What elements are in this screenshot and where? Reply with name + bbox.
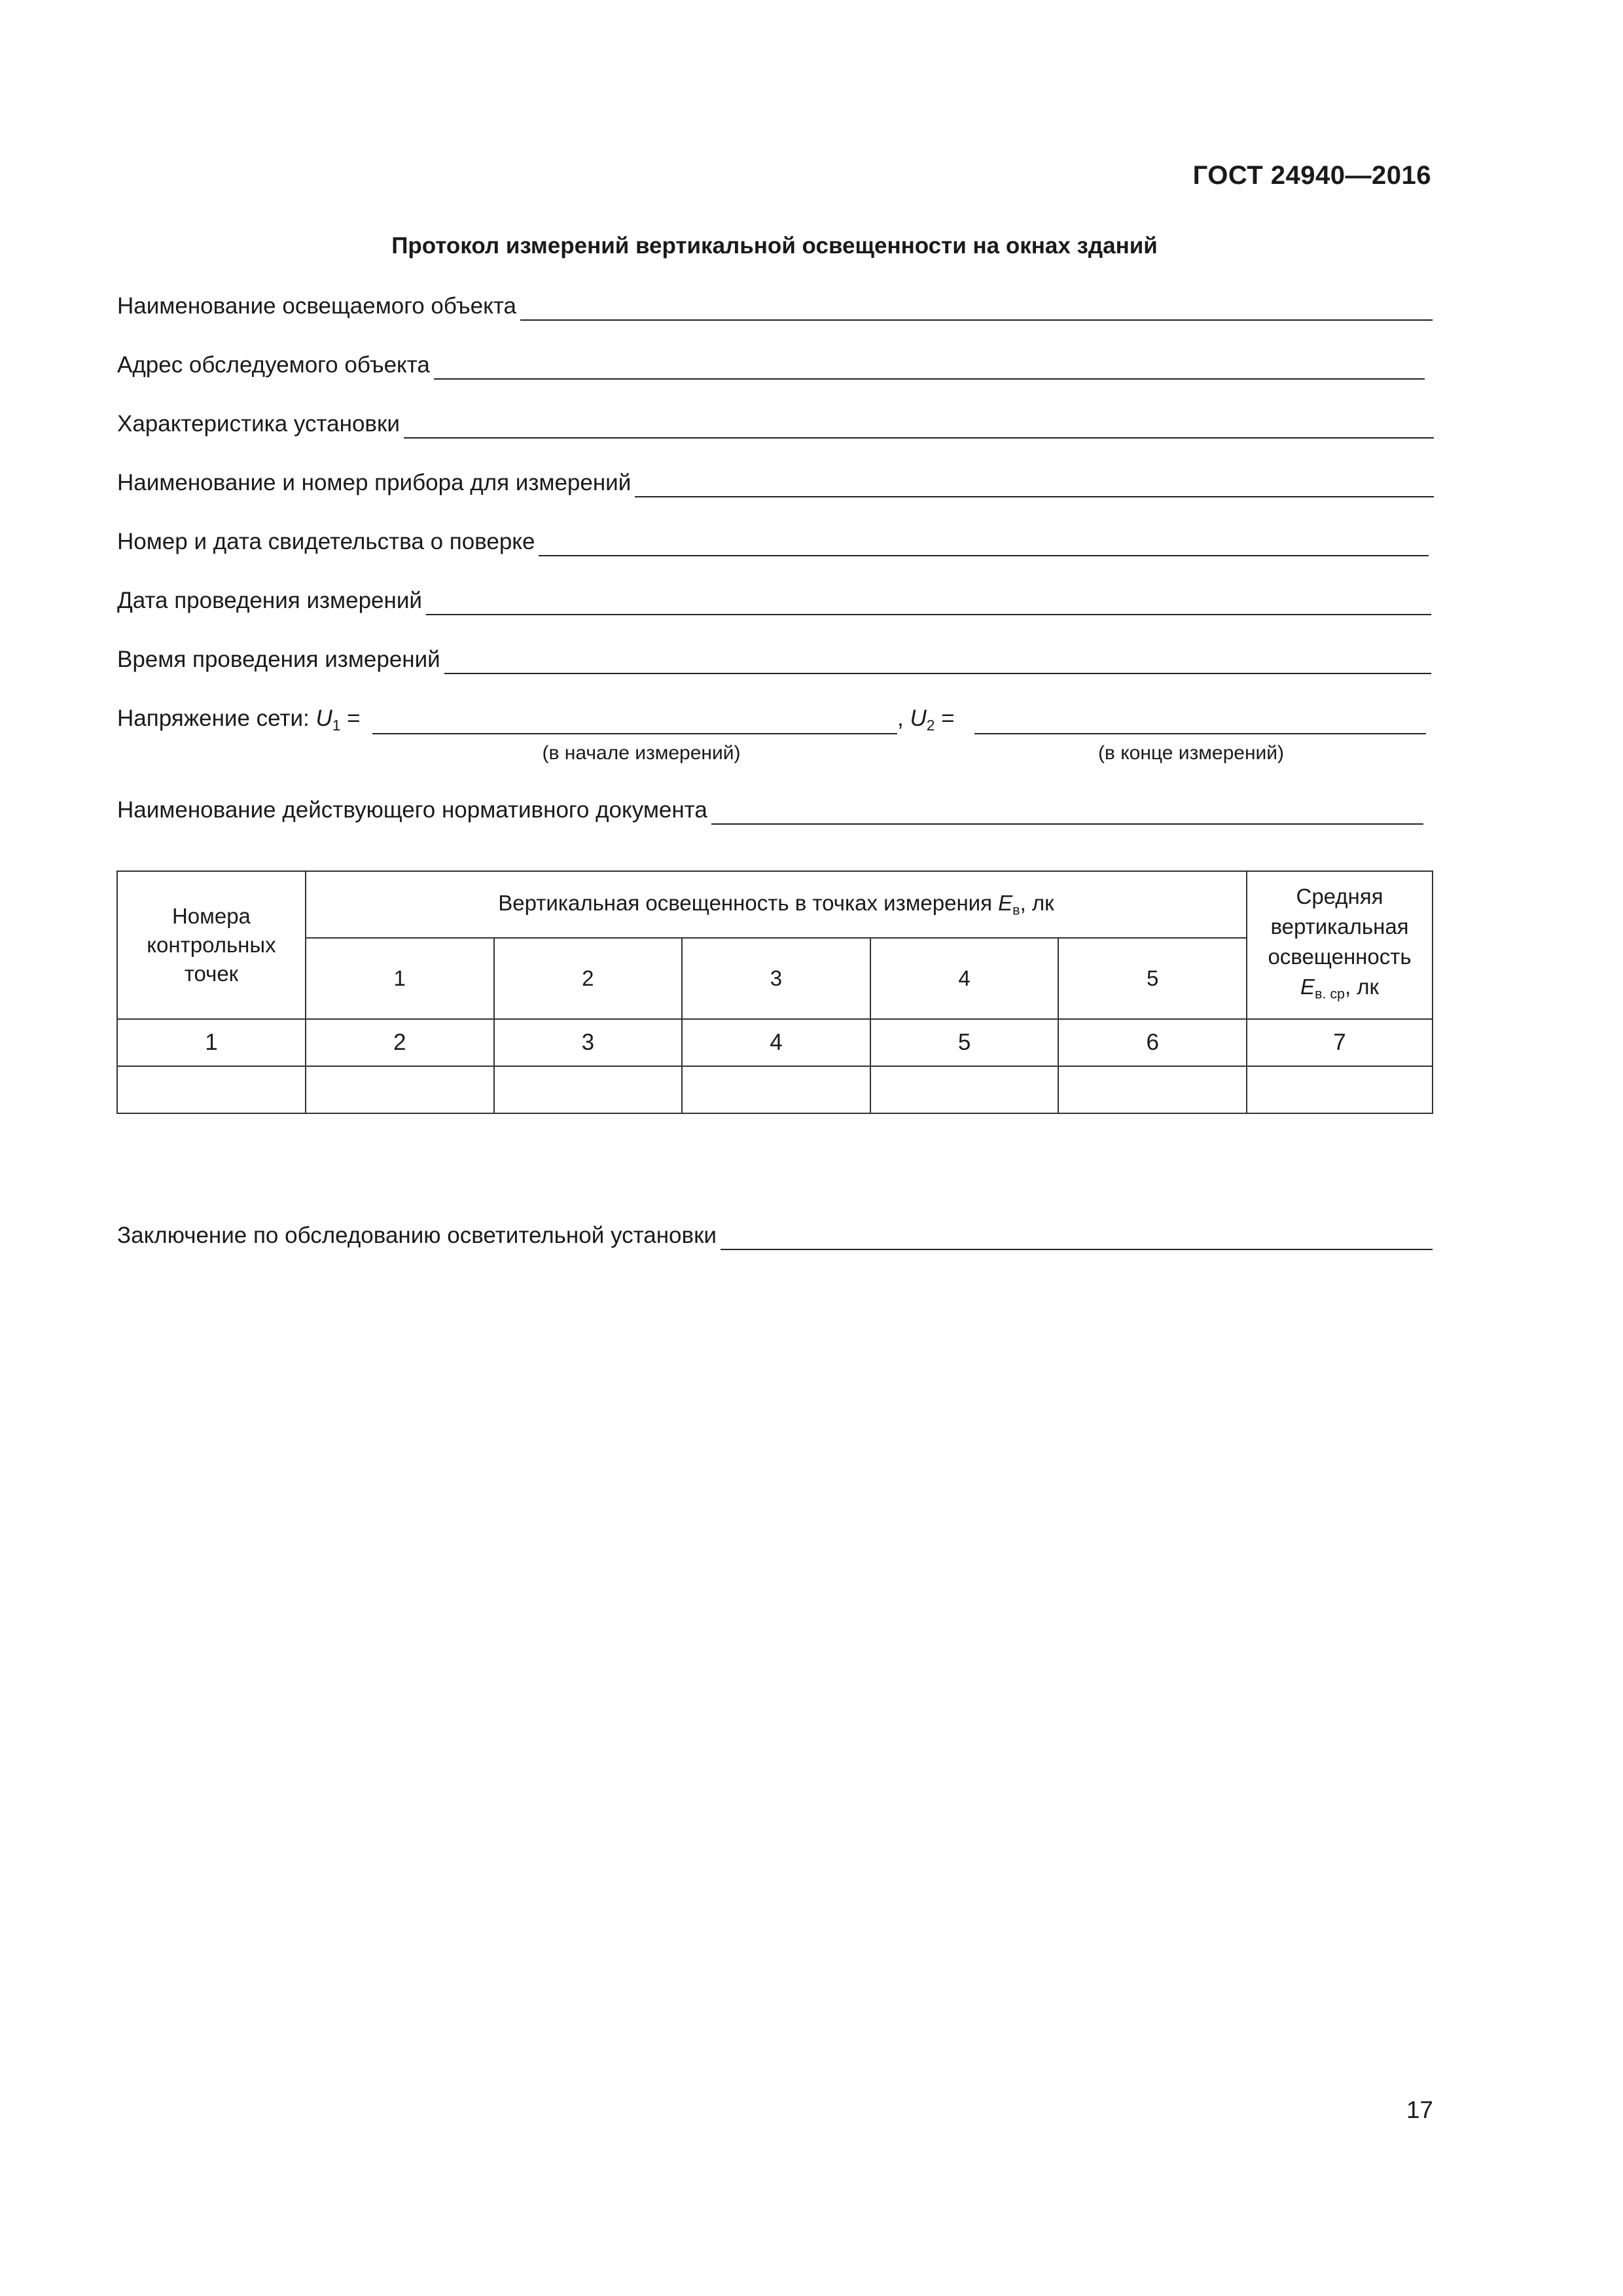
field-label: Номер и дата свидетельства о поверке [117,529,535,554]
fill-in-line[interactable] [444,647,1431,674]
fill-in-line[interactable] [721,1223,1433,1250]
header-point-number: 4 [870,938,1059,1019]
column-index: 4 [682,1019,870,1066]
header-point-number: 3 [682,938,870,1019]
column-index: 7 [1247,1019,1433,1066]
field-label: Наименование освещаемого объекта [117,293,516,319]
field-label: Время проведения измерений [117,647,440,672]
field-label: Адрес обследуемого объекта [117,352,430,378]
header-control-points: Номера контрольных точек [117,871,306,1019]
header-point-number: 2 [494,938,683,1019]
fill-in-line[interactable] [539,529,1429,556]
header-vertical-illuminance: Вертикальная освещенность в точках измерения $E_в$, лк [306,871,1247,938]
fill-in-line[interactable] [404,411,1434,439]
field-conclusion [117,1221,1433,1250]
table-cell[interactable] [306,1066,494,1113]
header-point-number: 5 [1058,938,1247,1019]
column-index: 1 [117,1019,306,1066]
caption-start-measurement: (в начале измерений) [542,742,741,764]
field-object-address [117,351,1425,380]
field-label: Наименование действующего нормативного документа [117,797,707,823]
column-index: 2 [306,1019,494,1066]
field-label: Характеристика установки [117,411,400,437]
measurement-table [116,870,1433,1114]
header-average-illuminance: Средняя вертикальная освещенность $E_{в. ср}$, лк [1247,871,1433,1019]
column-index: 3 [494,1019,683,1066]
voltage-field [117,704,1426,737]
field-label: Дата проведения измерений [117,588,422,613]
field-normative-document [117,796,1423,825]
field-measurement-date [117,586,1431,615]
page-number: 17 [1406,2096,1433,2123]
fill-in-line[interactable] [635,470,1434,497]
column-index: 6 [1058,1019,1247,1066]
caption-end-measurement: (в конце измерений) [1097,742,1285,764]
table-cell[interactable] [870,1066,1059,1113]
fill-in-line[interactable] [426,588,1431,615]
field-verification-certificate [117,528,1429,556]
field-installation-characteristics [117,410,1434,439]
field-measurement-time [117,645,1431,674]
table-row [117,1066,1433,1113]
fill-in-line[interactable] [434,352,1425,380]
voltage-u2-label: , $U_2$ = [897,706,955,734]
table-cell[interactable] [494,1066,683,1113]
fill-in-line[interactable] [711,797,1423,825]
column-index: 5 [870,1019,1059,1066]
field-label: Заключение по обследованию осветительной установки [117,1223,717,1248]
table-cell[interactable] [117,1066,306,1113]
table-cell[interactable] [682,1066,870,1113]
fill-in-line[interactable] [520,293,1433,321]
table-cell[interactable] [1058,1066,1247,1113]
protocol-title: Протокол измерений вертикальной освещенности на окнах зданий [391,233,1158,259]
document-code: ГОСТ 24940—2016 [1192,161,1431,190]
table-cell[interactable] [1247,1066,1433,1113]
voltage-label: Напряжение сети: $U_1$ = [117,706,361,734]
voltage-start-blank[interactable] [372,707,897,734]
voltage-end-blank[interactable] [974,707,1426,734]
field-label: Наименование и номер прибора для измерений [117,470,632,495]
table-column-index-row [117,1019,1433,1066]
field-object-name [117,292,1433,321]
field-instrument [117,469,1434,497]
header-point-number: 1 [306,938,494,1019]
